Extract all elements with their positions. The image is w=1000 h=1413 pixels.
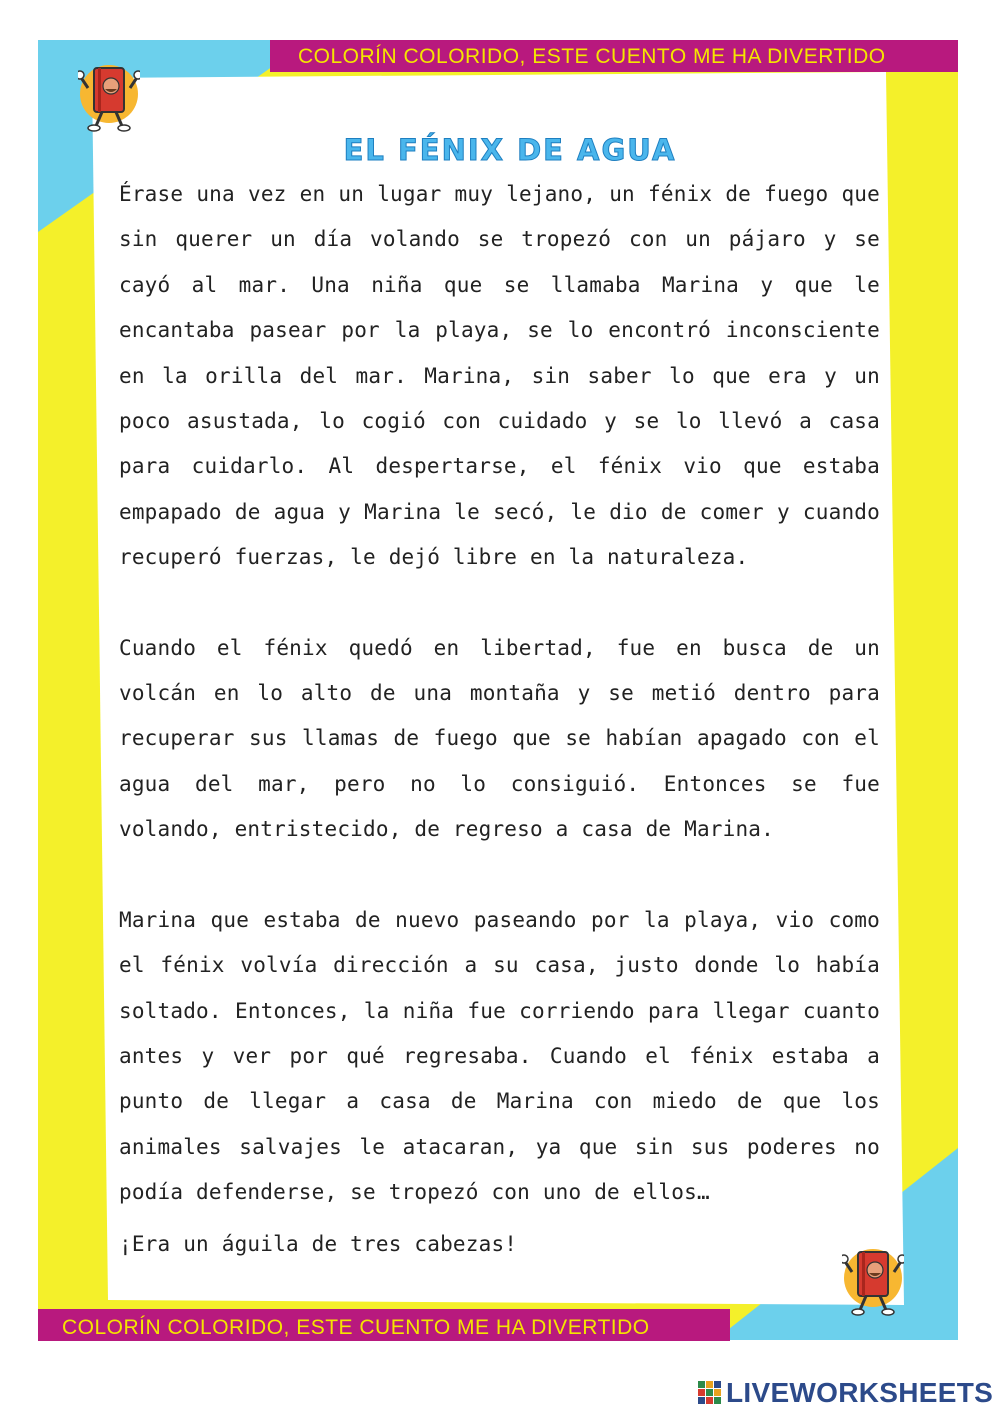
story-paragraph-1: Érase una vez en un lugar muy lejano, un fénix de fuego que sin querer un día volando se tropezó con un pájaro y se cayó al mar. Una niña que se llamaba Marina y que le encantaba pasear por la playa, se lo encontró inconsciente en la orilla del mar. Marina, sin saber lo que era y un poco asustada, lo cogió con cuidado y se lo llevó a casa para cuidarlo. Al despertarse, el fénix vio que estaba empapado de agua y Marina le secó, le dio de comer y cuando recuperó fuerzas, le dejó libre en la naturaleza. xyxy=(119,182,880,570)
story-paragraph-3: Marina que estaba de nuevo paseando por la playa, vio como el fénix volvía dirección a su casa, justo donde lo había soltado. Entonces, la niña fue corriendo para llegar cuanto antes y ver por qué regresaba. Cuando el fénix estaba a punto de llegar a casa de Marina con miedo de que los animales salvajes le atacaran, ya que sin sus poderes no podía defenderse, se tropezó con uno de ellos… xyxy=(119,907,880,1205)
liveworksheets-logo xyxy=(698,1376,993,1410)
story-paragraph-2: Cuando el fénix quedó en libertad, fue en busca de un volcán en lo alto de una montaña y se metió dentro para recuperar sus llamas de fuego que se habían apagado con el agua del mar, pero no lo consiguió. Entonces se fue volando, entristecido, de regreso a casa de Marina. xyxy=(119,635,880,842)
banner-top-text: COLORÍN COLORIDO, ESTE CUENTO ME HA DIVERTIDO xyxy=(298,45,886,68)
liveworksheets-logo-text: LIVEWORKSHEETS xyxy=(726,1377,994,1408)
book-mascot-icon xyxy=(78,58,140,136)
page-title: EL FÉNIX DE AGUA xyxy=(343,133,677,168)
story-body xyxy=(119,172,880,1267)
story-paragraph-4: ¡Era un águila de tres cabezas! xyxy=(119,1231,518,1256)
liveworksheets-logo-icon xyxy=(698,1381,722,1405)
banner-bottom-text: COLORÍN COLORIDO, ESTE CUENTO ME HA DIVERTIDO xyxy=(62,1316,650,1339)
